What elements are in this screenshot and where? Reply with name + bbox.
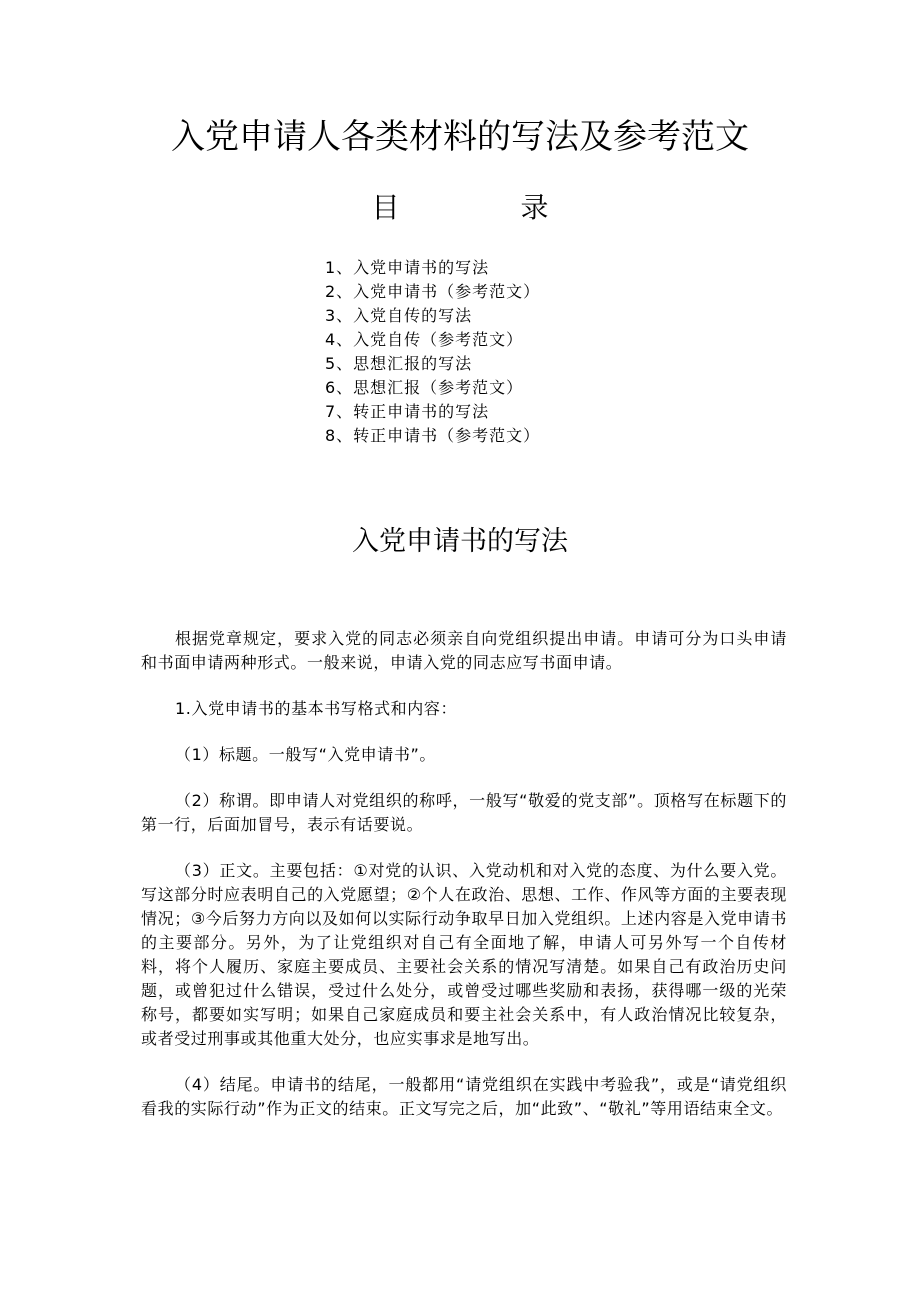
table-of-contents <box>325 256 540 448</box>
toc-heading: 目 录 <box>371 191 605 224</box>
paragraph-format-heading: 1.入党申请书的基本书写格式和内容： <box>175 699 458 718</box>
section-title: 入党申请书的写法 <box>352 526 568 557</box>
toc-item[interactable]: 4、入党自传（参考范文） <box>325 330 524 349</box>
paragraph-ending-item: （4）结尾。申请书的结尾，一般都用“请党组织在实践中考验我”，或是“请党组织看我的实际行动”作为正文的结束。正文写完之后，加“此致”、“敬礼”等用语结束全文。 <box>141 1075 787 1118</box>
toc-item[interactable]: 6、思想汇报（参考范文） <box>325 378 524 397</box>
document-title: 入党申请人各类材料的写法及参考范文 <box>171 117 749 157</box>
toc-item[interactable]: 8、转正申请书（参考范文） <box>325 426 541 445</box>
toc-item[interactable]: 7、转正申请书的写法 <box>325 402 490 421</box>
toc-item[interactable]: 2、入党申请书（参考范文） <box>325 282 541 301</box>
toc-item[interactable]: 3、入党自传的写法 <box>325 306 473 325</box>
paragraph-title-item: （1）标题。一般写“入党申请书”。 <box>175 745 436 764</box>
toc-item[interactable]: 5、思想汇报的写法 <box>325 354 473 373</box>
paragraph-salutation-item: （2）称谓。即申请人对党组织的称呼，一般写“敬爱的党支部”。顶格写在标题下的第一行，后面加冒号，表示有话要说。 <box>141 791 787 834</box>
toc-item[interactable]: 1、入党申请书的写法 <box>325 258 490 277</box>
paragraph-intro: 根据党章规定，要求入党的同志必须亲自向党组织提出申请。申请可分为口头申请和书面申请两种形式。一般来说，申请入党的同志应写书面申请。 <box>141 629 787 672</box>
section-body <box>141 627 787 1143</box>
paragraph-body-item: （3）正文。主要包括：①对党的认识、入党动机和对入党的态度、为什么要入党。写这部分时应表明自己的入党愿望；②个人在政治、思想、工作、作风等方面的主要表现情况；③今后努力方向以及如何以实际行动争取早日加入党组织。上述内容是入党申请书的主要部分。另外，为了让党组织对自己有全面地了解，申请人可另外写一个自传材料，将个人履历、家庭主要成员、主要社会关系的情况写清楚。如果自己有政治历史问题，或曾犯过什么错误，受过什么处分，或曾受过哪些奖励和表扬，获得哪一级的光荣称号，都要如实写明；如果自己家庭成员和要主社会关系中，有人政治情况比较复杂，或者受过刑事或其他重大处分，也应实事求是地写出。 <box>141 861 787 1048</box>
